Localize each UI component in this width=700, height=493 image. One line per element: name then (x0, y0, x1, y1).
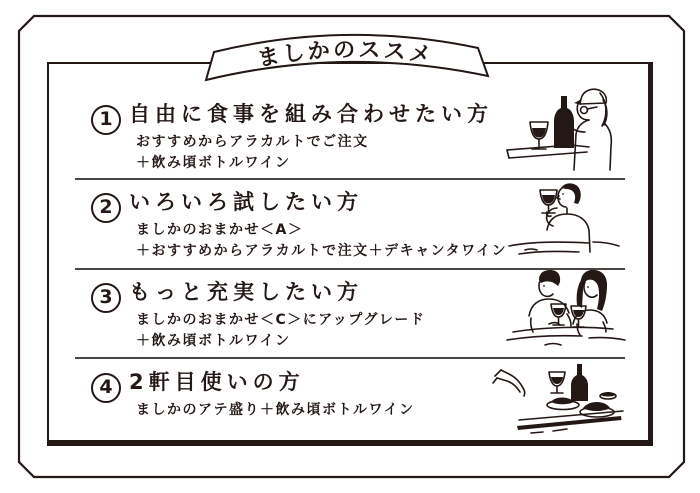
item-number-badge: 4 (91, 373, 121, 403)
item-number-badge: 3 (91, 283, 121, 313)
item-detail-line: ＋おすすめからアラカルトで注文＋デキャンタワイン (136, 243, 508, 259)
title-banner (200, 24, 492, 90)
menu-panel (47, 62, 653, 446)
section-divider (75, 178, 625, 180)
item-detail-line: ましかのアテ盛り＋飲み頃ボトルワイン (136, 402, 415, 418)
banner-title: ましかのススメ (255, 37, 436, 72)
item-detail (136, 400, 415, 421)
item-detail-line: ましかのおまかせ＜A＞ (136, 222, 304, 238)
item-heading: いろいろ試したい方 (129, 190, 363, 214)
item-heading: 2軒目使いの方 (129, 370, 305, 394)
item-heading: 自由に食事を組み合わせたい方 (129, 102, 493, 126)
item-number-badge: 2 (91, 193, 121, 223)
couple-with-wine-glasses-illustration (493, 268, 633, 352)
man-raising-wine-glass-illustration (495, 182, 625, 260)
item-detail-line: おすすめからアラカルトでご注文 (136, 134, 369, 150)
item-number-badge: 1 (91, 105, 121, 135)
item-detail (136, 220, 507, 262)
item-detail-line: ましかのおまかせ＜C＞にアップグレード (136, 312, 426, 328)
person-in-cap-holding-wine-bottle-with-glass-illustration (497, 84, 627, 172)
item-detail (136, 310, 425, 352)
item-heading: もっと充実したい方 (129, 280, 363, 304)
item-detail-line: ＋飲み頃ボトルワイン (136, 155, 291, 171)
item-detail (136, 132, 369, 174)
item-detail-line: ＋飲み頃ボトルワイン (136, 333, 291, 349)
appetizer-platter-with-wine-illustration (491, 358, 631, 438)
